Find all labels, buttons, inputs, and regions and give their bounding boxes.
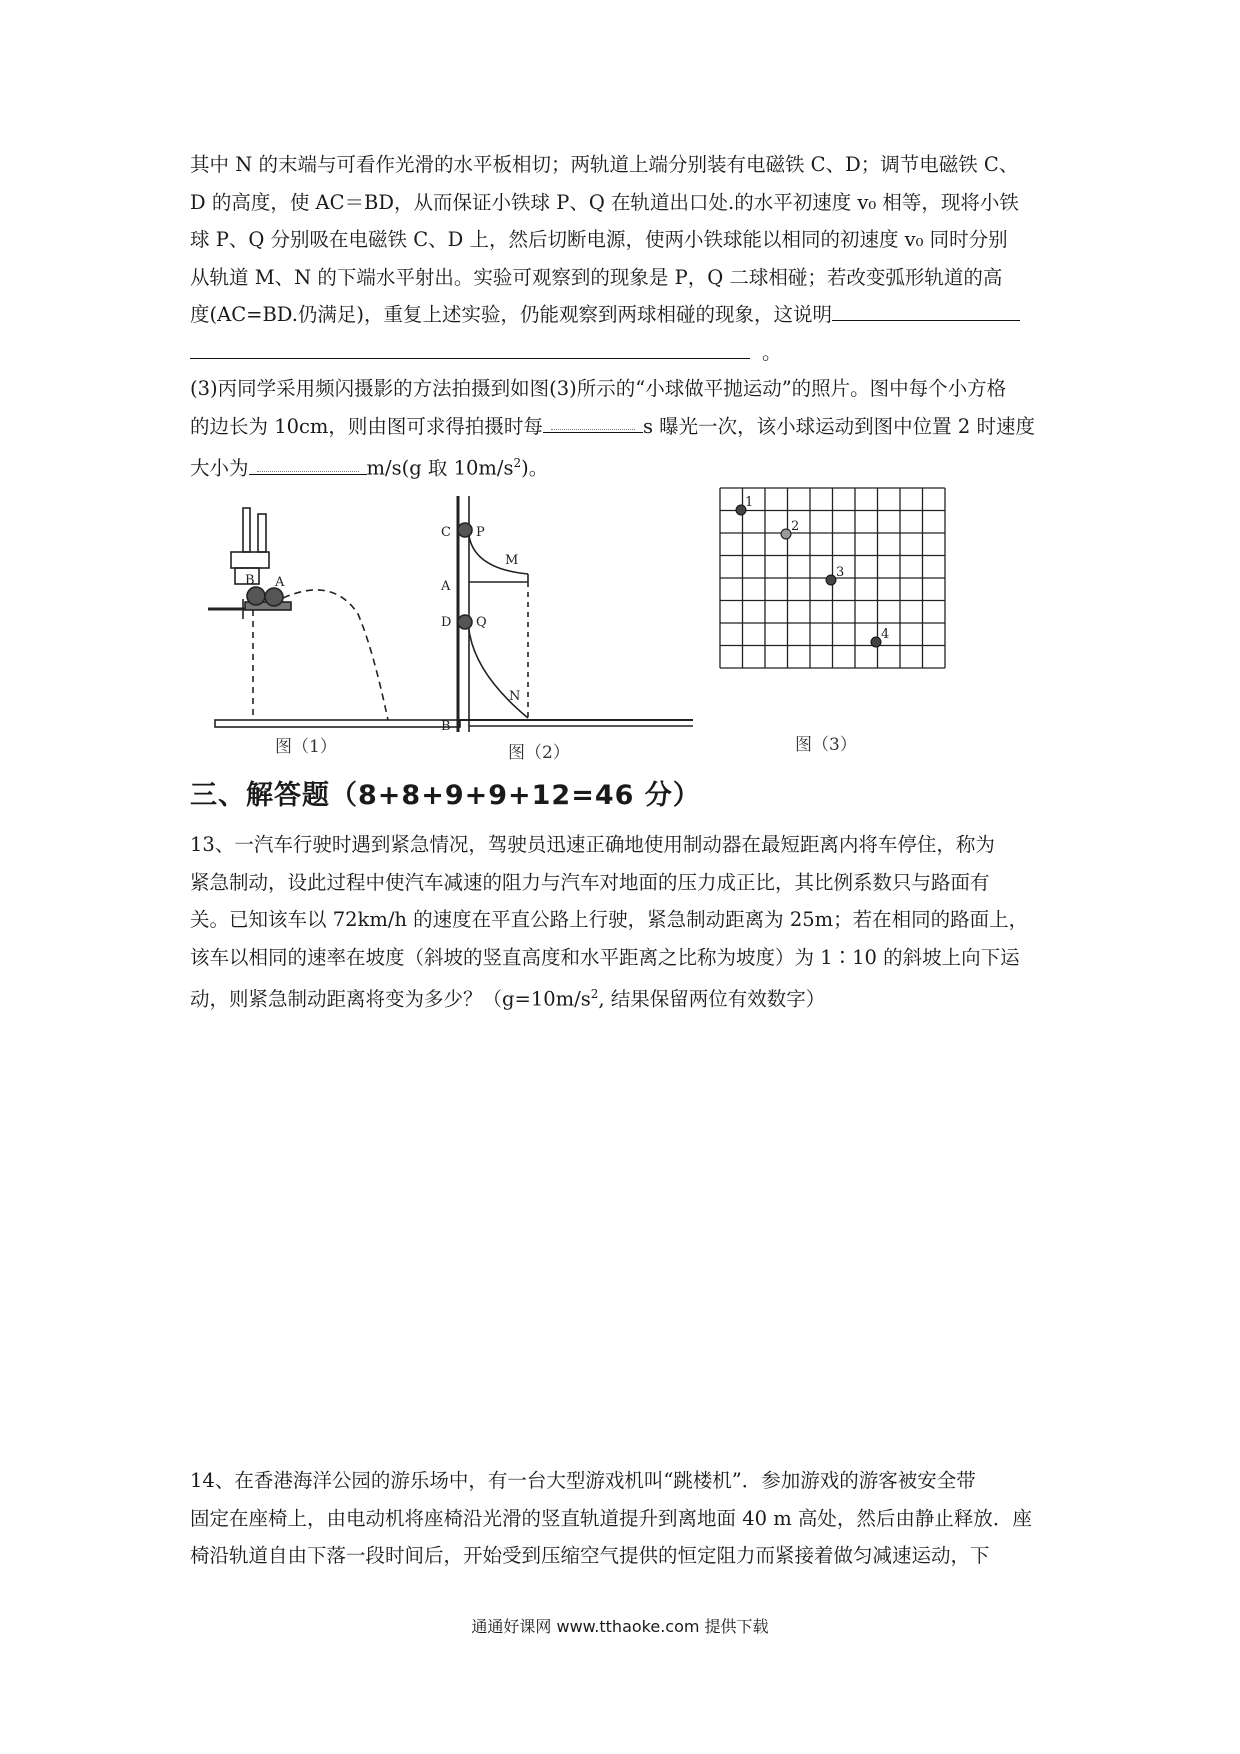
text-line: 14、在香港海洋公园的游乐场中，有一台大型游戏机叫“跳楼机”．参加游戏的游客被安全带: [190, 1469, 976, 1492]
page-footer: 通通好课网 www.tthaoke.com 提供下载: [471, 1617, 769, 1636]
base-board: [215, 720, 460, 727]
text-line: D 的高度，使 AC＝BD，从而保证小铁球 P、Q 在轨道出口处.的水平初速度 v₀ 相等，现将小铁: [190, 190, 1019, 214]
stand-post-left: [243, 508, 250, 552]
superscript: 2: [513, 456, 522, 470]
fig3-label-1: 1: [745, 495, 754, 510]
ball-p: [458, 523, 472, 537]
fig2-label-c: C: [441, 525, 451, 540]
fig2-label-b: B: [441, 719, 451, 734]
text-line: 椅沿轨道自由下落一段时间后，开始受到压缩空气提供的恒定阻力而紧接着做匀减速运动，下: [190, 1544, 990, 1567]
experiment-2-paragraph: [190, 146, 1090, 371]
text-fragment: , 结果保留两位有效数字）: [598, 987, 826, 1011]
text-line: 13、一汽车行驶时遇到紧急情况，驾驶员迅速正确地使用制动器在最短距离内将车停住，称为: [190, 833, 995, 856]
ball-position-3: [826, 575, 836, 585]
experiment-3-paragraph: [190, 370, 1090, 483]
text-line: 该车以相同的速率在坡度（斜坡的竖直高度和水平距离之比称为坡度）为 1∶10 的斜坡上向下运: [190, 945, 1020, 969]
figure-2: [440, 496, 693, 763]
fig2-label-a: A: [441, 579, 451, 594]
answer-blank[interactable]: [832, 296, 1020, 321]
text-fragment: 的边长为 10cm，则由图可求得拍摄时每: [190, 414, 543, 438]
text-line: [190, 408, 1090, 446]
fig3-caption: 图（3）: [795, 735, 857, 755]
fig2-label-p: P: [476, 525, 485, 540]
figure-1: [208, 508, 460, 757]
stand-post-right: [258, 514, 266, 552]
text-fragment: 。: [762, 340, 782, 364]
text-line: 固定在座椅上，由电动机将座椅沿光滑的竖直轨道提升到离地面 40 m 高处，然后由静止释放．座: [190, 1506, 1032, 1530]
fig3-label-2: 2: [791, 519, 800, 534]
ball-b: [247, 587, 265, 605]
figure-3: [720, 488, 945, 755]
parabolic-path: [283, 590, 388, 720]
text-line: 球 P、Q 分别吸在电磁铁 C、D 上，然后切断电源，使两小铁球能以相同的初速度 v₀ 同时分别: [190, 228, 1008, 251]
figures-area: [183, 484, 1053, 764]
question-13: [190, 826, 1090, 1014]
text-line: [190, 445, 1090, 483]
text-line: (3)丙同学采用频闪摄影的方法拍摄到如图(3)所示的“小球做平抛运动”的照片。图中每个小方格: [190, 377, 1007, 400]
fig3-label-3: 3: [836, 565, 845, 580]
fig1-label-b: B: [245, 573, 255, 588]
text-fragment: m/s(g 取 10m/s: [366, 456, 514, 480]
text-fragment: 度(AC=BD.仍满足)，重复上述实验，仍能观察到两球相碰的现象，这说明: [190, 303, 833, 326]
fig2-label-n: N: [509, 689, 521, 704]
text-fragment: 动，则紧急制动距离将变为多少？（g=10m/s: [190, 987, 591, 1011]
fig1-caption: 图（1）: [275, 737, 337, 757]
question-14: [190, 1462, 1090, 1575]
fig2-label-q: Q: [476, 615, 487, 630]
text-line: [190, 296, 1090, 334]
fig3-label-4: 4: [881, 627, 890, 642]
figures-svg: [183, 484, 1053, 764]
text-line: 关。已知该车以 72km/h 的速度在平直公路上行驶，紧急制动距离为 25m；若在相同的路面上，: [190, 908, 1029, 931]
section-title: 三、解答题（8+8+9+9+12=46 分）: [190, 780, 701, 811]
electromagnet-block: [231, 552, 269, 568]
superscript: 2: [590, 987, 599, 1001]
track-m: [469, 536, 528, 574]
answer-blank[interactable]: [249, 450, 367, 475]
fig2-label-d: D: [441, 615, 452, 630]
answer-blank[interactable]: [190, 334, 750, 359]
text-line: 从轨道 M、N 的下端水平射出。实验可观察到的现象是 P，Q 二球相碰；若改变弧形轨道的高: [190, 265, 1003, 289]
track-n: [469, 630, 528, 718]
text-line: [190, 976, 1090, 1014]
text-line: 其中 N 的末端与可看作光滑的水平板相切；两轨道上端分别装有电磁铁 C、D；调节电磁铁 C、: [190, 153, 1019, 176]
text-line: 紧急制动，设此过程中使汽车减速的阻力与汽车对地面的压力成正比，其比例系数只与路面有: [190, 870, 990, 894]
ball-position-2: [781, 529, 791, 539]
text-fragment: )。: [521, 456, 549, 480]
ball-q: [458, 615, 472, 629]
fig2-caption: 图（2）: [508, 743, 570, 763]
text-fragment: s 曝光一次，该小球运动到图中位置 2 时速度: [642, 414, 1035, 438]
ball-a: [265, 588, 283, 606]
text-line: [190, 334, 1090, 372]
fig2-label-m: M: [505, 553, 519, 568]
text-fragment: 大小为: [190, 456, 249, 480]
answer-blank[interactable]: [543, 408, 643, 433]
fig1-label-a: A: [275, 575, 285, 590]
ball-position-4: [871, 637, 881, 647]
